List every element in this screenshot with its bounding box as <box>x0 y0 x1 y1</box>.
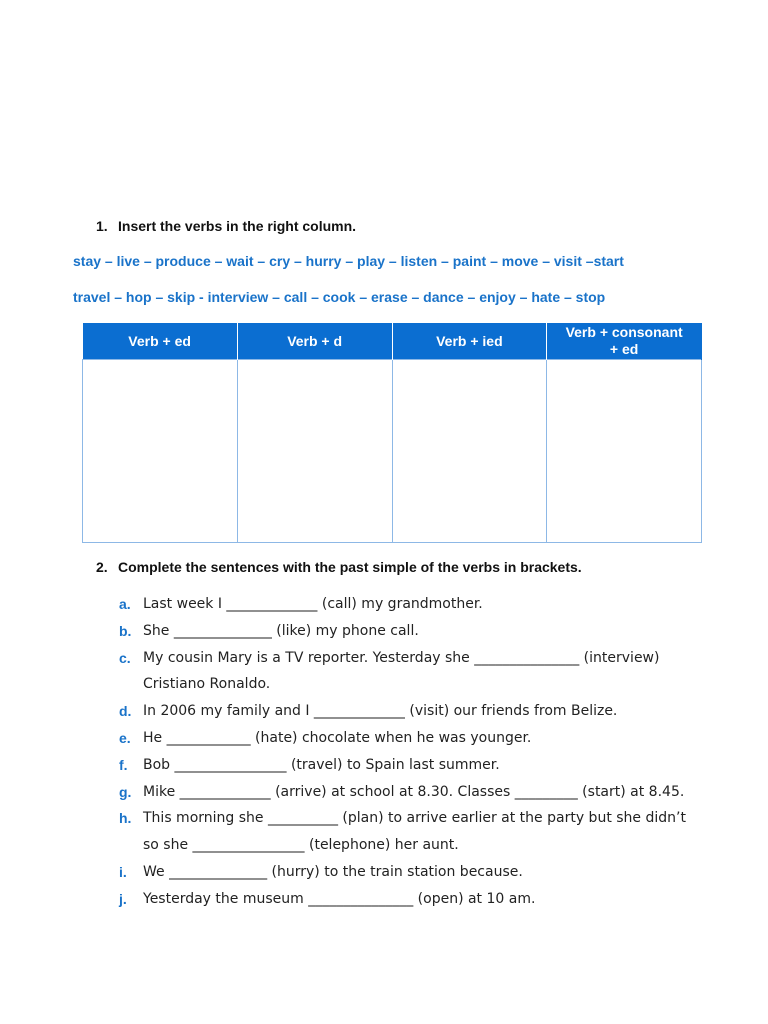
answer-cell-verb-ed[interactable] <box>83 360 238 543</box>
column-header-verb-d: Verb + d <box>237 323 392 360</box>
item-sentence: My cousin Mary is a TV reporter. Yesterday she _______________ (interview) Cristiano Ronaldo. <box>143 649 664 693</box>
item-sentence: Mike _____________ (arrive) at school at 8.30. Classes _________ (start) at 8.45. <box>143 783 685 800</box>
column-header-verb-ied: Verb + ied <box>392 323 547 360</box>
word-bank-line-2: travel – hop – skip - interview – call – cook – erase – dance – enjoy – hate – stop <box>73 289 606 305</box>
answer-cell-verb-ied[interactable] <box>392 360 547 543</box>
list-item <box>119 618 719 645</box>
item-sentence: Yesterday the museum _______________ (open) at 10 am. <box>143 890 536 907</box>
item-letter: j. <box>119 890 127 907</box>
item-sentence: She ______________ (like) my phone call. <box>143 622 419 639</box>
list-item <box>119 859 719 886</box>
item-letter: e. <box>119 729 131 746</box>
item-sentence: Last week I _____________ (call) my grandmother. <box>143 596 483 612</box>
table-row <box>83 360 702 543</box>
list-item <box>119 645 719 699</box>
item-sentence: He ____________ (hate) chocolate when he was younger. <box>143 729 532 746</box>
column-header-verb-ed: Verb + ed <box>83 323 238 360</box>
list-item <box>119 698 719 725</box>
verb-sorting-table <box>82 323 702 543</box>
answer-cell-verb-d[interactable] <box>237 360 392 543</box>
list-item <box>119 752 719 779</box>
word-bank-line-1: stay – live – produce – wait – cry – hurry – play – listen – paint – move – visit –start <box>73 253 624 269</box>
item-letter: g. <box>119 783 132 800</box>
sentence-list <box>119 591 719 913</box>
exercise-1-number: 1. <box>96 218 108 234</box>
list-item <box>119 886 719 913</box>
exercise-1-heading <box>96 218 356 234</box>
item-sentence: Bob ________________ (travel) to Spain last summer. <box>143 756 500 773</box>
column-header-verb-consonant-ed: Verb + consonant + ed <box>547 323 702 360</box>
item-sentence: This morning she __________ (plan) to arrive earlier at the party but she didn’t so she ________________ (telephone) her aunt. <box>143 810 691 854</box>
table-header-row <box>83 323 702 360</box>
item-letter: a. <box>119 596 131 612</box>
exercise-1-instruction: Insert the verbs in the right column. <box>118 218 357 234</box>
list-item <box>119 779 719 806</box>
item-letter: h. <box>119 810 132 827</box>
item-letter: i. <box>119 863 127 880</box>
exercise-2-instruction: Complete the sentences with the past simple of the verbs in brackets. <box>118 559 582 575</box>
item-letter: b. <box>119 622 132 639</box>
item-sentence: In 2006 my family and I _____________ (visit) our friends from Belize. <box>143 703 618 720</box>
list-item <box>119 805 719 859</box>
list-item <box>119 591 719 618</box>
item-letter: f. <box>119 756 128 773</box>
answer-cell-verb-consonant-ed[interactable] <box>547 360 702 543</box>
item-letter: d. <box>119 703 132 720</box>
item-letter: c. <box>119 649 131 666</box>
exercise-2-number: 2. <box>96 559 108 575</box>
item-sentence: We ______________ (hurry) to the train station because. <box>143 863 523 880</box>
list-item <box>119 725 719 752</box>
exercise-2-heading <box>96 559 582 575</box>
